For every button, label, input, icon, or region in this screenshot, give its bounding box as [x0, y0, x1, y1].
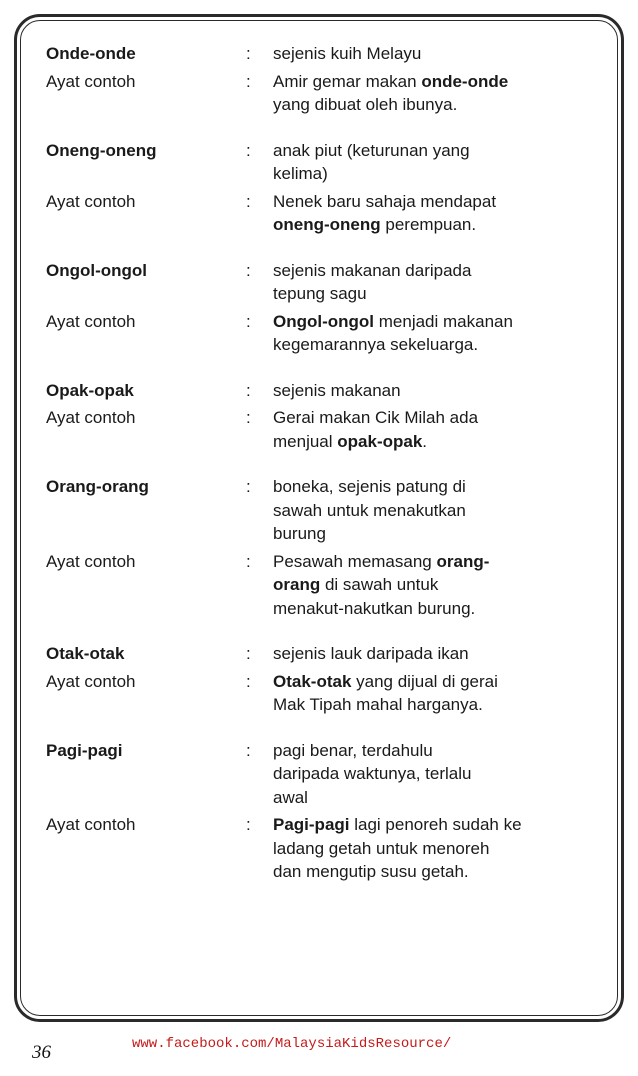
definition-text: sejenis kuih Melayu: [273, 44, 422, 63]
glossary-entry: [46, 739, 606, 884]
definition-text: burung: [273, 524, 326, 543]
separator: [246, 213, 273, 237]
separator: :: [246, 551, 251, 571]
separator: :: [246, 815, 251, 834]
example-label: [46, 860, 246, 884]
separator: :: [246, 260, 251, 280]
definition-row: [46, 282, 606, 306]
entry-term: Opak-opak: [46, 380, 134, 400]
entry-term: Ongol-ongol: [46, 260, 148, 280]
example-label: [46, 333, 246, 357]
example-label: [46, 430, 246, 454]
definition-row: [46, 642, 606, 666]
separator: [246, 597, 273, 621]
definition-text: pagi benar, terdahulu: [273, 740, 433, 760]
example-row: [46, 430, 606, 454]
separator: :: [246, 380, 251, 400]
glossary-entry: [46, 642, 606, 717]
glossary-entry: [46, 259, 606, 357]
example-fragment: dan mengutip susu getah.: [273, 862, 469, 881]
separator: :: [246, 408, 251, 427]
example-text: [273, 597, 603, 621]
entry-term: [46, 162, 246, 186]
definition-row: [46, 42, 606, 66]
example-label: [46, 693, 246, 717]
example-fragment: di sawah untuk: [320, 575, 439, 594]
separator: [246, 162, 273, 186]
example-fragment: menjadi makanan: [374, 311, 513, 331]
definition-row: [46, 762, 606, 786]
example-fragment: lagi penoreh sudah ke: [349, 815, 522, 834]
entry-term: [46, 786, 246, 810]
entry-term: Onde-onde: [46, 44, 136, 63]
example-fragment: Pesawah memasang: [273, 551, 437, 571]
separator: :: [246, 644, 251, 663]
entry-term: [46, 522, 246, 546]
entry-term: Oneng-oneng: [46, 140, 157, 160]
example-text: [273, 813, 603, 837]
example-row: [46, 310, 606, 334]
example-fragment: perempuan.: [380, 215, 477, 234]
example-fragment: menjual: [273, 431, 338, 451]
separator: [246, 693, 273, 717]
example-fragment: Amir gemar makan: [273, 71, 422, 91]
example-row: [46, 70, 606, 94]
example-text: [273, 860, 603, 884]
separator: :: [246, 740, 251, 760]
source-url: www.facebook.com/MalaysiaKidsResource/: [132, 1036, 452, 1052]
glossary-entry: [46, 139, 606, 237]
example-fragment: yang dibuat oleh ibunya.: [273, 95, 458, 114]
highlighted-term: orang: [273, 575, 321, 594]
example-row: [46, 693, 606, 717]
example-fragment: Gerai makan Cik Milah ada: [273, 408, 479, 427]
entry-term: Otak-otak: [46, 644, 125, 663]
definition-row: [46, 786, 606, 810]
separator: [246, 837, 273, 861]
example-fragment: yang dijual di gerai: [351, 671, 498, 691]
separator: [246, 282, 273, 306]
example-label: [46, 837, 246, 861]
example-row: [46, 406, 606, 430]
entry-term: [46, 762, 246, 786]
glossary-list: [46, 42, 606, 906]
example-text: [273, 213, 603, 237]
definition-row: [46, 739, 606, 763]
entry-term: Orang-orang: [46, 477, 149, 496]
example-label: Ayat contoh: [46, 671, 136, 691]
definition-row: [46, 499, 606, 523]
example-row: [46, 597, 606, 621]
example-label: Ayat contoh: [46, 311, 136, 331]
example-text: [273, 333, 603, 357]
example-label: Ayat contoh: [46, 71, 136, 91]
example-fragment: kegemarannya sekeluarga.: [273, 335, 479, 354]
example-row: [46, 213, 606, 237]
entry-term: [46, 282, 246, 306]
example-text: [273, 670, 603, 694]
example-label: [46, 213, 246, 237]
highlighted-term: onde-onde: [421, 71, 509, 91]
separator: :: [246, 191, 251, 211]
highlighted-term: Ongol-ongol: [273, 311, 375, 331]
example-row: [46, 860, 606, 884]
separator: [246, 522, 273, 546]
example-label: Ayat contoh: [46, 815, 136, 834]
definition-text: awal: [273, 787, 308, 807]
example-text: [273, 693, 603, 717]
example-row: [46, 837, 606, 861]
definition-text: sejenis makanan daripada: [273, 260, 472, 280]
highlighted-term: Pagi-pagi: [273, 815, 350, 834]
example-label: Ayat contoh: [46, 191, 136, 211]
example-row: [46, 190, 606, 214]
definition-row: [46, 139, 606, 163]
example-label: Ayat contoh: [46, 408, 136, 427]
example-text: [273, 70, 603, 94]
example-fragment: Nenek baru sahaja mendapat: [273, 191, 497, 211]
glossary-entry: [46, 42, 606, 117]
separator: [246, 430, 273, 454]
definition-text: tepung sagu: [273, 284, 367, 303]
example-text: [273, 550, 603, 574]
glossary-entry: [46, 475, 606, 620]
example-text: [273, 190, 603, 214]
separator: :: [246, 44, 251, 63]
example-text: [273, 837, 603, 861]
separator: :: [246, 140, 251, 160]
example-text: [273, 573, 603, 597]
example-label: [46, 93, 246, 117]
entry-term: [46, 499, 246, 523]
example-text: [273, 406, 603, 430]
example-text: [273, 310, 603, 334]
example-fragment: menakut-nakutkan burung.: [273, 598, 476, 618]
separator: [246, 786, 273, 810]
separator: :: [246, 477, 251, 496]
example-label: [46, 573, 246, 597]
example-row: [46, 93, 606, 117]
example-row: [46, 813, 606, 837]
example-fragment: .: [422, 431, 428, 451]
separator: :: [246, 311, 251, 331]
page-number: 36: [32, 1042, 51, 1063]
definition-text: sawah untuk menakutkan: [273, 500, 466, 520]
example-row: [46, 670, 606, 694]
example-fragment: ladang getah untuk menoreh: [273, 838, 490, 858]
highlighted-term: Otak-otak: [273, 671, 352, 691]
definition-row: [46, 522, 606, 546]
separator: :: [246, 671, 251, 691]
example-fragment: Mak Tipah mahal harganya.: [273, 695, 483, 714]
definition-row: [46, 379, 606, 403]
example-row: [46, 573, 606, 597]
definition-text: kelima): [273, 164, 328, 183]
highlighted-term: orang-: [436, 551, 490, 571]
example-label: Ayat contoh: [46, 551, 136, 571]
entry-term: Pagi-pagi: [46, 740, 123, 760]
definition-row: [46, 162, 606, 186]
definition-text: sejenis lauk daripada ikan: [273, 644, 469, 663]
example-row: [46, 333, 606, 357]
example-text: [273, 93, 603, 117]
separator: [246, 333, 273, 357]
separator: :: [246, 71, 251, 91]
definition-text: sejenis makanan: [273, 380, 401, 400]
separator: [246, 573, 273, 597]
definition-row: [46, 259, 606, 283]
definition-row: [46, 475, 606, 499]
definition-text: daripada waktunya, terlalu: [273, 764, 472, 783]
separator: [246, 499, 273, 523]
separator: [246, 860, 273, 884]
highlighted-term: oneng-oneng: [273, 215, 381, 234]
glossary-entry: [46, 379, 606, 454]
separator: [246, 93, 273, 117]
definition-text: boneka, sejenis patung di: [273, 477, 466, 496]
example-label: [46, 597, 246, 621]
example-text: [273, 430, 603, 454]
highlighted-term: opak-opak: [337, 431, 423, 451]
definition-text: anak piut (keturunan yang: [273, 140, 470, 160]
example-row: [46, 550, 606, 574]
separator: [246, 762, 273, 786]
